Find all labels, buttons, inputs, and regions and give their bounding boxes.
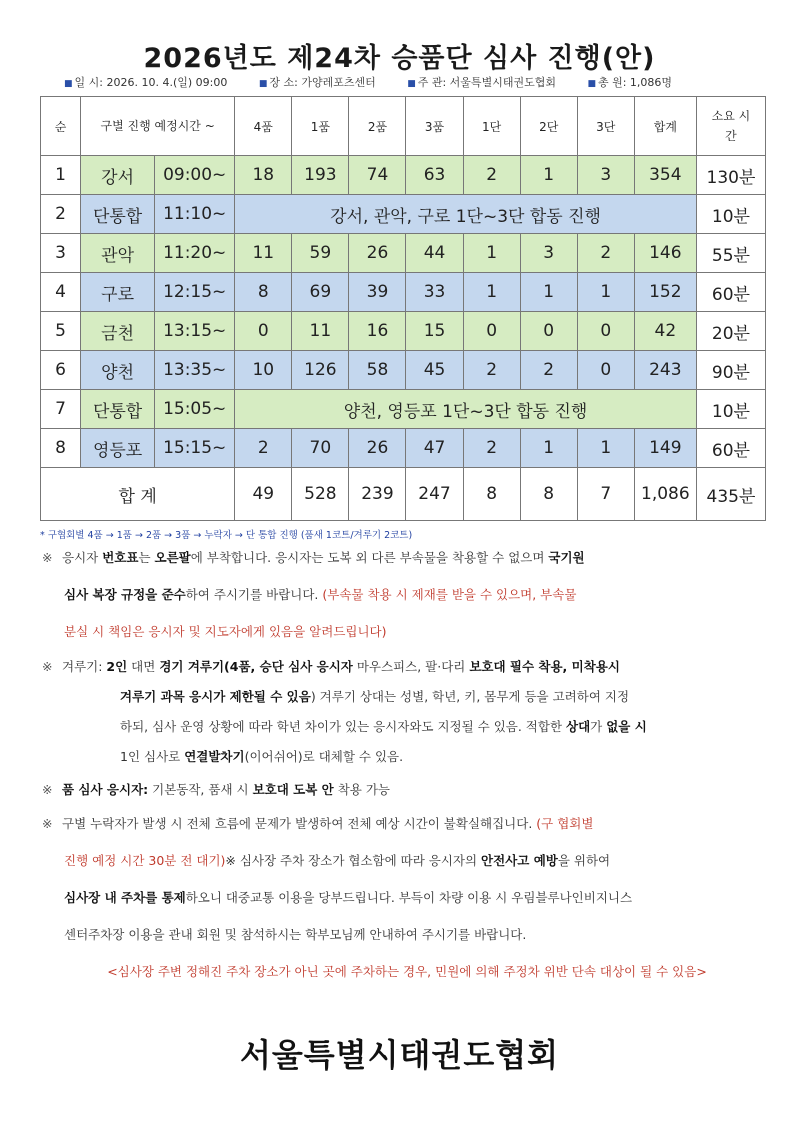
notice-parking <box>42 805 762 990</box>
row-district: 강서 <box>81 156 155 195</box>
cell-1pum: 126 <box>292 351 349 390</box>
page-title: 2026년도 제24차 승품단 심사 진행(안) <box>143 43 656 74</box>
text-warning: 분실 시 책임은 응시자 및 지도자에게 있음을 알려드립니다) <box>64 624 387 639</box>
text: 에 부착합니다. 응시자는 도복 외 다른 부속물을 착용할 수 없으며 <box>190 550 549 565</box>
text-bold: 연결발차기 <box>184 749 245 764</box>
notice-badge-wear <box>42 539 762 650</box>
cell-1dan: 1 <box>463 273 520 312</box>
total-duration: 435분 <box>696 468 765 521</box>
cell-1dan: 2 <box>463 156 520 195</box>
text: (이어쉬어)로 대체할 수 있음. <box>244 749 404 764</box>
cell-duration: 10분 <box>696 195 765 234</box>
notice-sparring <box>42 652 762 772</box>
cell-2dan: 1 <box>520 429 577 468</box>
cell-3pum: 63 <box>406 156 463 195</box>
merged-note: 강서, 관악, 구로 1단~3단 합동 진행 <box>235 195 697 234</box>
text: 하오니 대중교통 이용을 당부드립니다. 부득이 차량 이용 시 우림블루나인비지니스 <box>185 890 633 905</box>
cell-2pum: 26 <box>349 234 406 273</box>
cell-1dan: 2 <box>463 429 520 468</box>
total-1dan: 8 <box>463 468 520 521</box>
cell-2pum: 26 <box>349 429 406 468</box>
total-2dan: 8 <box>520 468 577 521</box>
cell-sum: 42 <box>634 312 696 351</box>
meta-total: 총 원: 1,086명 <box>597 76 673 89</box>
text-bold: 번호표 <box>102 550 139 565</box>
text-bold: 2인 <box>106 659 128 674</box>
text-bold: 품 심사 응시자: <box>62 782 149 797</box>
cell-3dan: 1 <box>577 429 634 468</box>
header-3pum: 3품 <box>406 97 463 156</box>
text-warning: 진행 예정 시간 30분 전 대기) <box>64 853 226 868</box>
text: 하되, 심사 운영 상황에 따라 학년 차이가 있는 응시자와도 지정될 수 있음. 적합한 <box>120 719 567 734</box>
cell-1pum: 59 <box>292 234 349 273</box>
text-warning: (구 협회별 <box>536 816 594 831</box>
row-district: 금천 <box>81 312 155 351</box>
text-bold: 국기원 <box>548 550 585 565</box>
cell-1pum: 193 <box>292 156 349 195</box>
text: 대면 <box>127 659 160 674</box>
event-meta <box>64 74 700 90</box>
cell-duration: 60분 <box>696 273 765 312</box>
row-no: 8 <box>41 429 81 468</box>
cell-duration: 60분 <box>696 429 765 468</box>
cell-3pum: 47 <box>406 429 463 468</box>
cell-duration: 20분 <box>696 312 765 351</box>
table-row <box>41 273 766 312</box>
cell-3pum: 15 <box>406 312 463 351</box>
row-no: 1 <box>41 156 81 195</box>
cell-2pum: 39 <box>349 273 406 312</box>
cell-duration: 55분 <box>696 234 765 273</box>
text: 응시자 <box>62 550 103 565</box>
row-district: 양천 <box>81 351 155 390</box>
header-sum: 합계 <box>634 97 696 156</box>
cell-1dan: 1 <box>463 234 520 273</box>
text: 착용 가능 <box>333 782 390 797</box>
order-note: * 구협회별 4품 → 1품 → 2품 → 3품 → 누락자 → 단 통합 진행 (품새 1코트/겨루기 2코트) <box>40 530 413 541</box>
text: 겨루기: <box>62 659 107 674</box>
row-time: 11:20~ <box>155 234 235 273</box>
merged-note: 양천, 영등포 1단~3단 합동 진행 <box>235 390 697 429</box>
row-district: 단통합 <box>81 195 155 234</box>
notice-poomsae <box>42 771 762 808</box>
cell-sum: 149 <box>634 429 696 468</box>
cell-3pum: 44 <box>406 234 463 273</box>
row-time: 15:05~ <box>155 390 235 429</box>
header-4pum: 4품 <box>235 97 292 156</box>
total-sum: 1,086 <box>634 468 696 521</box>
header-duration: 소요 시간 <box>696 97 765 156</box>
text-warning: (부속물 착용 시 제재를 받을 수 있으며, 부속물 <box>322 587 577 602</box>
text: 는 <box>138 550 155 565</box>
text: 1인 심사로 <box>120 749 185 764</box>
table-row <box>41 156 766 195</box>
meta-venue: 장 소: 가양레포츠센터 <box>269 76 376 89</box>
row-time: 13:35~ <box>155 351 235 390</box>
schedule-table <box>40 96 766 521</box>
header-district-time: 구별 진행 예정시간 ~ <box>81 97 235 156</box>
total-row <box>41 468 766 521</box>
header-2pum: 2품 <box>349 97 406 156</box>
cell-4pum: 2 <box>235 429 292 468</box>
text-bold: 상대 <box>566 719 591 734</box>
text-bold: 겨루기 과목 응시가 제한될 수 있음 <box>120 689 311 704</box>
text: 마우스피스, 팔·다리 <box>352 659 470 674</box>
cell-3dan: 0 <box>577 351 634 390</box>
cell-3pum: 45 <box>406 351 463 390</box>
cell-sum: 354 <box>634 156 696 195</box>
header-1pum: 1품 <box>292 97 349 156</box>
cell-2pum: 74 <box>349 156 406 195</box>
header-1dan: 1단 <box>463 97 520 156</box>
table-row <box>41 390 766 429</box>
text: 하여 주시기를 바랍니다. <box>185 587 323 602</box>
cell-2pum: 58 <box>349 351 406 390</box>
meta-date: 일 시: 2026. 10. 4.(일) 09:00 <box>74 76 228 89</box>
text-bold: 경기 겨루기(4품, 승단 심사 응시자 <box>159 659 353 674</box>
organization-footer: 서울특별시태권도협회 <box>239 1036 560 1074</box>
row-time: 12:15~ <box>155 273 235 312</box>
cell-sum: 243 <box>634 351 696 390</box>
table-row <box>41 234 766 273</box>
cell-2dan: 1 <box>520 273 577 312</box>
cell-2dan: 1 <box>520 156 577 195</box>
text: 을 위하여 <box>557 853 611 868</box>
cell-duration: 10분 <box>696 390 765 429</box>
cell-2pum: 16 <box>349 312 406 351</box>
cell-1pum: 11 <box>292 312 349 351</box>
cell-3dan: 2 <box>577 234 634 273</box>
row-district: 관악 <box>81 234 155 273</box>
cell-1dan: 0 <box>463 312 520 351</box>
total-label: 합 계 <box>41 468 235 521</box>
reference-mark-icon: ※ <box>42 782 53 797</box>
cell-sum: 152 <box>634 273 696 312</box>
text-bold: 보호대 필수 착용, 미착용시 <box>469 659 620 674</box>
table-row <box>41 351 766 390</box>
reference-mark-icon: ※ <box>42 816 53 831</box>
cell-3dan: 0 <box>577 312 634 351</box>
header-no: 순 <box>41 97 81 156</box>
row-district: 단통합 <box>81 390 155 429</box>
text-bold: 안전사고 예방 <box>481 853 558 868</box>
cell-4pum: 10 <box>235 351 292 390</box>
table-row <box>41 195 766 234</box>
cell-3pum: 33 <box>406 273 463 312</box>
total-3pum: 247 <box>406 468 463 521</box>
text-bold: 심사장 내 주차를 통제 <box>64 890 186 905</box>
cell-4pum: 8 <box>235 273 292 312</box>
text: 센터주차장 이용을 관내 회원 및 참석하시는 학부모님께 안내하여 주시기를 바랍니다. <box>64 927 527 942</box>
text-bold: 심사 복장 규정을 준수 <box>64 587 186 602</box>
table-row <box>41 312 766 351</box>
table-header-row <box>41 97 766 156</box>
row-no: 4 <box>41 273 81 312</box>
cell-2dan: 2 <box>520 351 577 390</box>
cell-1pum: 69 <box>292 273 349 312</box>
text: 기본동작, 품새 시 <box>148 782 253 797</box>
text-bold: 오른팔 <box>154 550 191 565</box>
reference-mark-icon: ※ <box>42 550 53 565</box>
row-time: 13:15~ <box>155 312 235 351</box>
cell-1dan: 2 <box>463 351 520 390</box>
bullet-square-icon: ■ <box>64 79 73 89</box>
text: ※ 심사장 주차 장소가 협소함에 따라 응시자의 <box>225 853 482 868</box>
cell-duration: 90분 <box>696 351 765 390</box>
row-no: 5 <box>41 312 81 351</box>
table-row <box>41 429 766 468</box>
row-district: 영등포 <box>81 429 155 468</box>
text-bold: 없을 시 <box>606 719 647 734</box>
cell-sum: 146 <box>634 234 696 273</box>
reference-mark-icon: ※ <box>42 659 53 674</box>
text: 구별 누락자가 발생 시 전체 흐름에 문제가 발생하여 전체 예상 시간이 불확실해집니다. <box>62 816 537 831</box>
row-no: 6 <box>41 351 81 390</box>
row-time: 11:10~ <box>155 195 235 234</box>
meta-host: 주 관: 서울특별시태권도협회 <box>417 76 556 89</box>
header-2dan: 2단 <box>520 97 577 156</box>
cell-4pum: 11 <box>235 234 292 273</box>
bullet-square-icon: ■ <box>258 79 268 89</box>
text: ) 겨루기 상대는 성별, 학년, 키, 몸무게 등을 고려하여 지정 <box>310 689 630 704</box>
total-2pum: 239 <box>349 468 406 521</box>
parking-warning: <심사장 주변 정해진 주차 장소가 아닌 곳에 주차하는 경우, 민원에 의해 주정차 위반 단속 대상이 될 수 있음> <box>107 964 707 979</box>
total-3dan: 7 <box>577 468 634 521</box>
cell-4pum: 18 <box>235 156 292 195</box>
cell-2dan: 0 <box>520 312 577 351</box>
total-1pum: 528 <box>292 468 349 521</box>
row-no: 2 <box>41 195 81 234</box>
cell-2dan: 3 <box>520 234 577 273</box>
text: 가 <box>590 719 607 734</box>
row-time: 15:15~ <box>155 429 235 468</box>
row-no: 7 <box>41 390 81 429</box>
total-4pum: 49 <box>235 468 292 521</box>
cell-1pum: 70 <box>292 429 349 468</box>
bullet-square-icon: ■ <box>407 79 416 89</box>
bullet-square-icon: ■ <box>587 79 596 89</box>
text-bold: 보호대 도복 안 <box>252 782 334 797</box>
cell-3dan: 3 <box>577 156 634 195</box>
row-no: 3 <box>41 234 81 273</box>
row-district: 구로 <box>81 273 155 312</box>
row-time: 09:00~ <box>155 156 235 195</box>
cell-4pum: 0 <box>235 312 292 351</box>
cell-duration: 130분 <box>696 156 765 195</box>
header-3dan: 3단 <box>577 97 634 156</box>
cell-3dan: 1 <box>577 273 634 312</box>
